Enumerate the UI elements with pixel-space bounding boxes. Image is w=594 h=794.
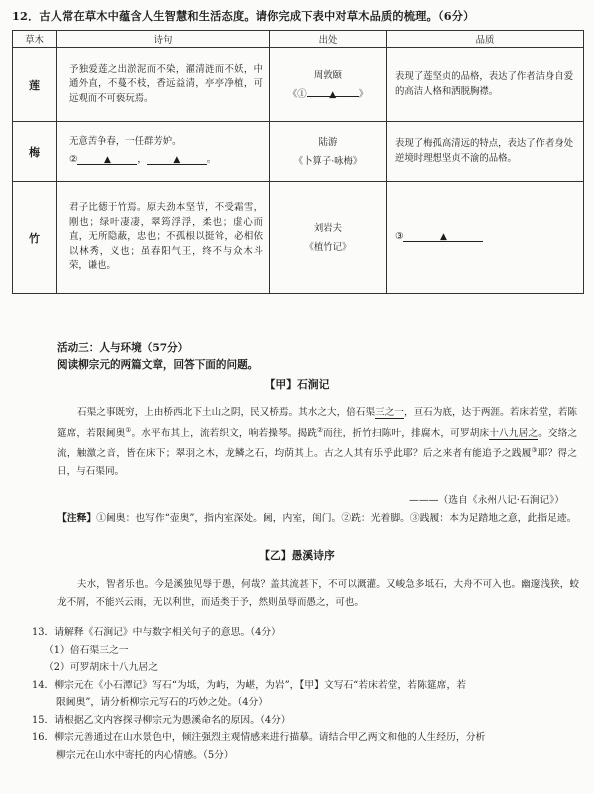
answer-blank-2a[interactable] — [77, 153, 137, 165]
answer-blank-3[interactable] — [403, 230, 483, 242]
verse-lotus: 予独爱莲之出淤泥而不染，濯清涟而不妖，中通外直，不蔓不枝，香远益清，亭亭净植，可远观而不可亵玩焉。 — [57, 48, 270, 122]
passage-a-title: 【甲】石涧记 — [264, 378, 330, 391]
passage-a-part-5: 。交络之流，触激之音，皆在床下；翠羽之木，龙鳞之石，均荫其上。古之人其有乐乎此耶？后之来者有能追予之践履 — [57, 427, 578, 460]
passage-a-part-1: 石渠之事既穷，上由桥西北下土山之阴，民又桥焉。其水之大，倍石渠 — [77, 407, 376, 418]
question-16 — [32, 729, 582, 747]
source-author-lotus: 周敦颐 — [313, 69, 343, 81]
header-plant: 草木 — [13, 31, 57, 48]
question-16-cont: 柳宗元在山水中寄托的内心情感。（5分） — [56, 749, 234, 761]
passage-a-notes — [57, 510, 579, 527]
answer-blank-2b[interactable] — [147, 153, 207, 165]
blank-mid-plum: ， — [137, 154, 147, 165]
passage-b-text: 夫水，智者乐也。今是溪独见辱于愚，何哉？盖其流甚下，不可以溉灌。又峻急多坻石，大舟不可入也。幽邃浅狭，蛟龙不屑，不能兴云雨，无以利世，而适类于予，然则虽辱而愚之，可也。 — [57, 579, 579, 608]
source-author-plum: 陆游 — [318, 136, 338, 148]
passage-a-underline-2: 十八九居之 — [489, 427, 539, 439]
question-14 — [32, 677, 582, 695]
question-12-title: 12．古人常在草木中蕴含人生智慧和生活态度。请你完成下表中对草木品质的梳理。（6分） — [12, 9, 475, 23]
plant-quality-table — [12, 30, 584, 294]
question-number: 14． — [32, 679, 55, 691]
notes-text: ①阃奥：也写作“壶奥”，指内室深处。阃，内室，闺门。②跣：光着脚。③践履：本为足踏地之意，此指足迹。 — [96, 513, 577, 524]
verse-plum — [57, 122, 270, 182]
question-text: 柳宗元在《小石潭记》写石“为坻，为屿，为嵁，为岩”，【甲】文写石“若床若堂，若陈筵席，若 — [54, 679, 467, 691]
notes-label: 【注释】 — [57, 513, 97, 524]
quality-lotus: 表现了莲坚贞的品格，表达了作者洁身自爱的高洁人格和洒脱胸襟。 — [387, 48, 584, 122]
source-lotus — [270, 48, 387, 122]
question-text: 请解释《石涧记》中与数字相关句子的意思。（4分） — [54, 627, 281, 638]
source-prefix-lotus: 《① — [287, 88, 307, 100]
quality-plum: 表现了梅孤高清远的特点，表达了作者身处逆境时理想坚贞不渝的品格。 — [387, 122, 584, 182]
question-13 — [32, 624, 582, 642]
table-row-bamboo — [13, 182, 584, 294]
triangle-icon: ▲ — [329, 89, 337, 100]
activity-3-heading: 活动三：人与环境（57分） — [57, 342, 189, 354]
table-header-row — [13, 31, 584, 48]
footnote-marker-1: ① — [125, 425, 132, 434]
question-13-2: （2）可罗胡床十八九居之 — [44, 662, 158, 673]
passage-a-part-4: 而往，折竹扫陈叶，排腐木，可罗胡床 — [323, 427, 490, 439]
source-plum — [270, 122, 387, 182]
question-14-cont: 限阃奥”，请分析柳宗元写石的巧妙之处。（4分） — [56, 697, 269, 708]
verse-plum-line1: 无意苦争春，一任群芳妒。 — [69, 136, 182, 148]
verse-bamboo: 君子比德于竹焉。原夫劲本坚节，不受霜雪，刚也；绿叶凄凄，翠筠浮浮，柔也；虚心而直，无所隐蔽，忠也；不孤根以挺耸，必相依以林秀，义也；虽春阳气王，终不与众木斗荣，谦也。 — [57, 182, 270, 294]
passage-a-source: ———（选自《永州八记·石涧记》） — [409, 495, 564, 506]
passage-a-part-3: 。水平布其上，流若织文，响若操琴。揭跣 — [131, 427, 318, 439]
question-number: 13． — [32, 627, 55, 638]
quality-bamboo — [387, 182, 584, 294]
footnote-marker-3: ③ — [531, 446, 538, 455]
question-number: 16． — [32, 732, 55, 743]
plant-name-plum: 梅 — [13, 122, 57, 182]
source-bamboo — [270, 182, 387, 294]
question-text: 请根据乙文内容探寻柳宗元为愚溪命名的原因。（4分） — [54, 714, 291, 726]
header-quality: 品质 — [387, 31, 584, 48]
passage-b-title: 【乙】愚溪诗序 — [259, 549, 335, 562]
quality-prefix-bamboo: ③ — [395, 231, 404, 243]
triangle-icon: ▲ — [103, 155, 111, 165]
plant-name-lotus: 莲 — [13, 48, 57, 122]
passage-a-part-2: ，亘石为底，达于两涯。若床若堂，若陈筵席，若限阃奥 — [57, 407, 578, 439]
triangle-icon: ▲ — [439, 232, 447, 243]
passage-a-part-6: 耶？得之日，与石渠同。 — [57, 448, 578, 477]
blank-prefix-plum: ② — [69, 154, 78, 165]
question-number: 15． — [32, 714, 55, 726]
passage-a-text — [57, 404, 577, 480]
answer-blank-1[interactable] — [307, 85, 359, 100]
triangle-icon: ▲ — [173, 155, 181, 165]
source-title-plum: 《卜算子·咏梅》 — [293, 155, 363, 167]
blank-end-plum: 。 — [206, 154, 217, 165]
source-title-bamboo: 《植竹记》 — [304, 241, 352, 253]
header-source: 出处 — [270, 31, 387, 48]
question-text: 柳宗元善通过在山水景色中，倾注强烈主观情感来进行描摹。请结合甲乙两文和他的人生经历，分析 — [54, 732, 486, 743]
question-list — [32, 624, 582, 764]
header-verse: 诗句 — [57, 31, 270, 48]
footnote-marker-2: ② — [317, 425, 324, 434]
activity-3-instruction: 阅读柳宗元的两篇文章，回答下面的问题。 — [57, 359, 259, 371]
table-row-lotus — [13, 48, 584, 122]
passage-a-underline-1: 三之一 — [375, 407, 404, 418]
plant-name-bamboo: 竹 — [13, 182, 57, 294]
question-15 — [32, 712, 582, 730]
source-author-bamboo: 刘岩夫 — [313, 222, 343, 234]
question-13-1: （1）倍石渠三之一 — [44, 644, 129, 656]
source-suffix-lotus: 》 — [358, 88, 369, 100]
table-row-plum — [13, 122, 584, 182]
